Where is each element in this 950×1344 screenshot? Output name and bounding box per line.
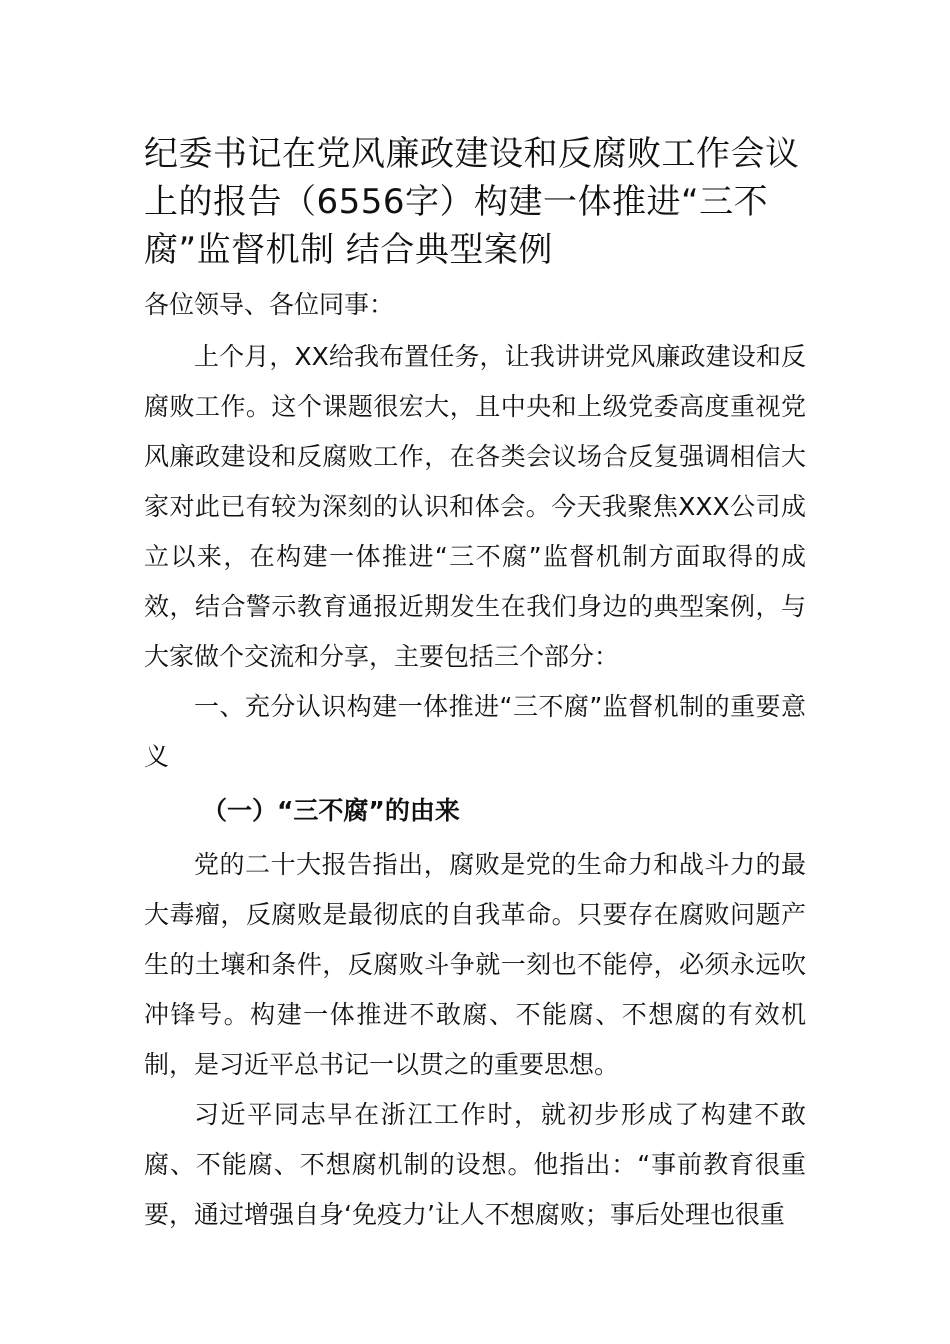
paragraph-origin: 党的二十大报告指出，腐败是党的生命力和战斗力的最大毒瘤，反腐败是最彻底的自我革命。只要存在腐败问题产生的土壤和条件，反腐败斗争就一刻也不能停，必须永远吹冲锋号。构建一体推进不敢腐、不能腐、不想腐的有效机制，是习近平总书记一以贯之的重要思想。 <box>144 850 806 1079</box>
salutation: 各位领导、各位同事： <box>144 290 395 319</box>
paragraph-intro: 上个月，XX给我布置任务，让我讲讲党风廉政建设和反腐败工作。这个课题很宏大，且中央和上级党委高度重视党风廉政建设和反腐败工作，在各类会议场合反复强调相信大家对此已有较为深刻的认识和体会。今天我聚焦XXX公司成立以来，在构建一体推进“三不腐”监督机制方面取得的成效，结合警示教育通报近期发生在我们身边的典型案例，与大家做个交流和分享，主要包括三个部分： <box>144 342 806 671</box>
document-title: 纪委书记在党风廉政建设和反腐败工作会议上的报告（6556字）构建一体推进“三不腐”监督机制 结合典型案例 <box>144 134 800 270</box>
subsection-heading-1: （一）“三不腐”的由来 <box>202 796 460 825</box>
section-heading-1: 一、充分认识构建一体推进“三不腐”监督机制的重要意义 <box>144 692 806 771</box>
document-body <box>144 130 806 1240</box>
paragraph-zhejiang: 习近平同志早在浙江工作时，就初步形成了构建不敢腐、不能腐、不想腐机制的设想。他指出：“事前教育很重要，通过增强自身‘免疫力’让人不想腐败；事后处理也很重 <box>144 1100 806 1229</box>
